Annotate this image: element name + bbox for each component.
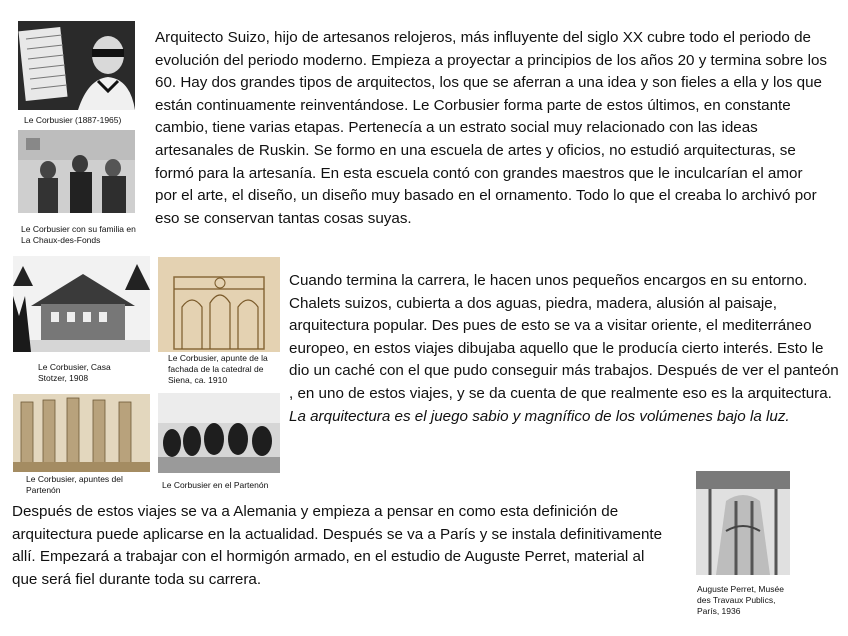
siena-sketch-image [158,257,280,352]
parthenon-photo [158,393,280,473]
parthenon-photo-caption: Le Corbusier en el Partenón [162,480,269,490]
stotzer-caption: Le Corbusier, Casa Stotzer, 1908 [38,362,111,383]
parthenon-sketch-caption: Le Corbusier, apuntes del Partenón [26,474,123,495]
architecture-quote: La arquitectura es el juego sabio y magnífico de los volúmenes bajo la luz. [289,407,790,425]
perret-caption: Auguste Perret, Musée des Travaux Publics, París, 1936 [697,584,784,616]
family-photo [18,130,135,213]
travels-paragraph: Cuando termina la carrera, le hacen unos pequeños encargos en su entorno. Chalets suizos, cubierta a dos aguas, piedra, madera, alusión al paisaje, arquitectura popular. Des pues de esto se va a visitar oriente, el mediterráneo europeo, en estos viajes dibujaba aquello que le producía cierto interés. Esto le dio un caché con el que pudo conseguir más trabajos. Después de ver el panteón , en uno de estos viajes, y se da cuenta de que realmente eso es la arquitectura. [289,272,839,402]
portrait-photo [18,21,135,110]
portrait-caption: Le Corbusier (1887-1965) [24,115,122,125]
stotzer-house-image [13,256,150,352]
germany-paris-paragraph: Después de estos viajes se va a Alemania y empieza a pensar en como esta definición de arquitectura puede aplicarse en la actualidad. Después se va a París y se instala definitivamente allí. Empezará a trabajar con el hormigón armado, en el estudio de Auguste Perret, material al que será fiel durante toda su carrera. [12,503,663,588]
siena-caption: Le Corbusier, apunte de la fachada de la catedral de Siena, ca. 1910 [168,353,268,385]
travels-section [289,270,842,428]
parthenon-sketch-image [13,394,150,472]
perret-museum-photo [696,471,790,575]
intro-paragraph: Arquitecto Suizo, hijo de artesanos relojeros, más influyente del siglo XX cubre todo el periodo de evolución del periodo moderno. Empieza a proyectar a principios de los años 20 y termina sobre los 60. Hay dos grandes tipos de arquitectos, los que se aferran a una idea y son fieles a ella y los que están continuamente reinventándose. Le Corbusier forma parte de estos últimos, en constante cambio, tiene varias etapas. Pertenecía a un estrato social muy relacionado con las ideas artesanales de Ruskin. Se formo en una escuela de artes y oficios, no estudió arquitecturas, se formó para la artesanía. En esta escuela contó con grandes maestros que le inculcarían el amor por el arte, el diseño, un diseño muy basado en el ornamento. Todo lo que el creaba lo archivó por eso se conservan tantas cosas suyas. [155,29,827,227]
family-caption: Le Corbusier con su familia en La Chaux-des-Fonds [21,224,136,245]
